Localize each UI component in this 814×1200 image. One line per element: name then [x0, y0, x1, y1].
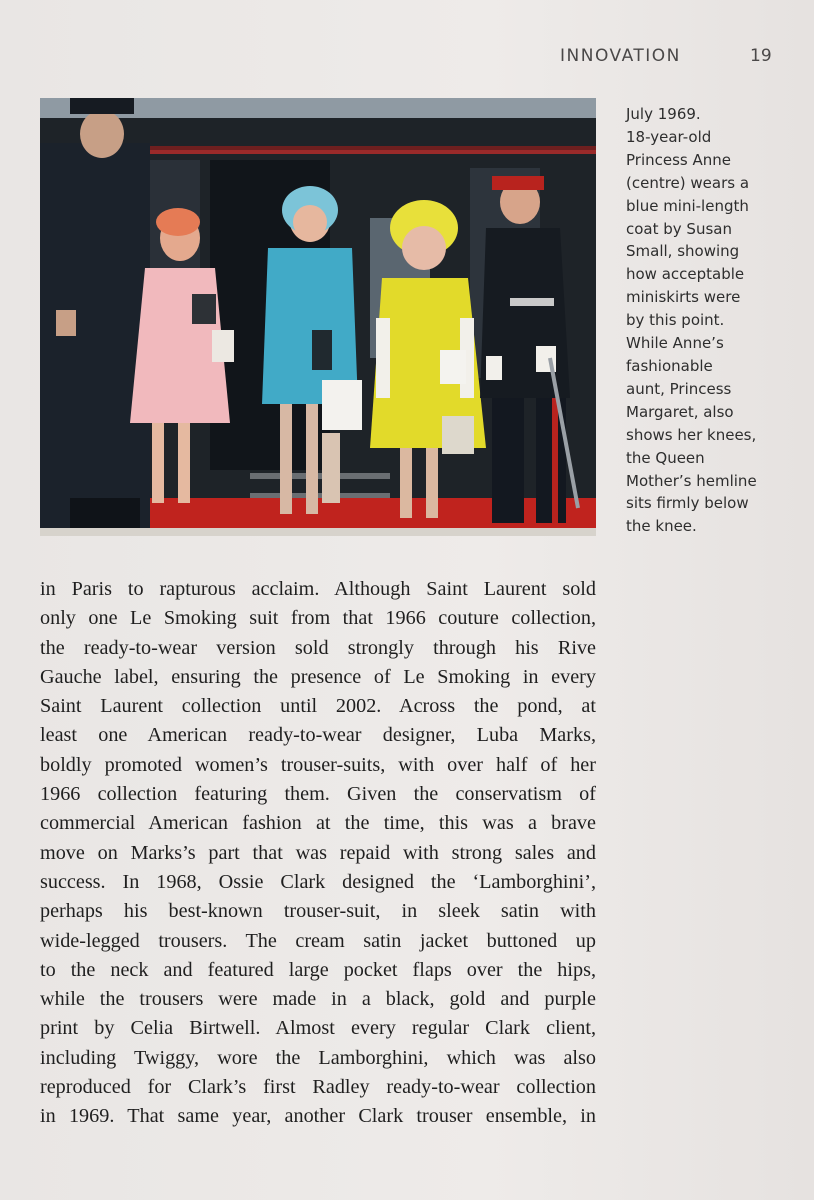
photo-caption — [626, 103, 796, 538]
body-line: commercial American fashion at the time, this was a brave — [40, 812, 596, 835]
caption-line: shows her knees, — [626, 425, 757, 444]
body-line: to the neck and featured large pocket flaps over the hips, — [40, 958, 596, 981]
page-number: 19 — [750, 46, 772, 66]
body-line: reproduced for Clark’s first Radley ready-to-wear collection — [40, 1076, 596, 1099]
body-line: success. In 1968, Ossie Clark designed the ‘Lamborghini’, — [40, 870, 596, 893]
caption-line: sits firmly below — [626, 494, 749, 513]
caption-line: fashionable — [626, 356, 713, 375]
caption-line: the Queen — [626, 448, 705, 467]
caption-line: miniskirts were — [626, 288, 741, 307]
body-line: move on Marks’s part that was repaid with strong sales and — [40, 841, 596, 864]
caption-line: July 1969. — [626, 105, 701, 123]
caption-line: aunt, Princess — [626, 379, 732, 398]
caption-line: coat by Susan — [626, 219, 732, 238]
caption-line: by this point. — [626, 311, 725, 330]
caption-line: how acceptable — [626, 265, 745, 284]
running-head: INNOVATION — [560, 46, 681, 66]
caption-line: Princess Anne — [626, 150, 731, 169]
caption-line: Small, showing — [626, 242, 740, 261]
body-line: only one Le Smoking suit from that 1966 couture collection, — [40, 607, 596, 630]
caption-line: blue mini-length — [626, 196, 749, 215]
body-line: 1966 collection featuring them. Given the conservatism of — [40, 783, 596, 806]
photograph — [40, 98, 596, 536]
body-line: boldly promoted women’s trouser-suits, with over half of her — [40, 753, 596, 776]
caption-line: Mother’s hemline — [626, 471, 757, 490]
caption-line: While Anne’s — [626, 334, 724, 353]
body-line: while the trousers were made in a black, gold and purple — [40, 988, 596, 1011]
body-line: least one American ready-to-wear designer, Luba Marks, — [40, 724, 596, 747]
caption-line: 18-year-old — [626, 127, 712, 146]
caption-line: the knee. — [626, 517, 697, 536]
body-line: perhaps his best-known trouser-suit, in sleek satin with — [40, 900, 596, 923]
body-line: including Twiggy, wore the Lamborghini, which was also — [40, 1046, 596, 1069]
body-line: in Paris to rapturous acclaim. Although Saint Laurent sold — [40, 578, 596, 600]
caption-line: Margaret, also — [626, 402, 734, 421]
body-paragraph — [40, 575, 596, 1132]
body-line: the ready-to-wear version sold strongly through his Rive — [40, 636, 596, 659]
photo-illustration — [40, 98, 596, 536]
body-line: print by Celia Birtwell. Almost every regular Clark client, — [40, 1017, 596, 1040]
body-line: Saint Laurent collection until 2002. Across the pond, at — [40, 695, 596, 718]
caption-line: (centre) wears a — [626, 173, 750, 192]
body-line: wide-legged trousers. The cream satin jacket buttoned up — [40, 929, 596, 952]
body-line: in 1969. That same year, another Clark trouser ensemble, in — [40, 1105, 596, 1128]
body-line: Gauche label, ensuring the presence of Le Smoking in every — [40, 665, 596, 688]
